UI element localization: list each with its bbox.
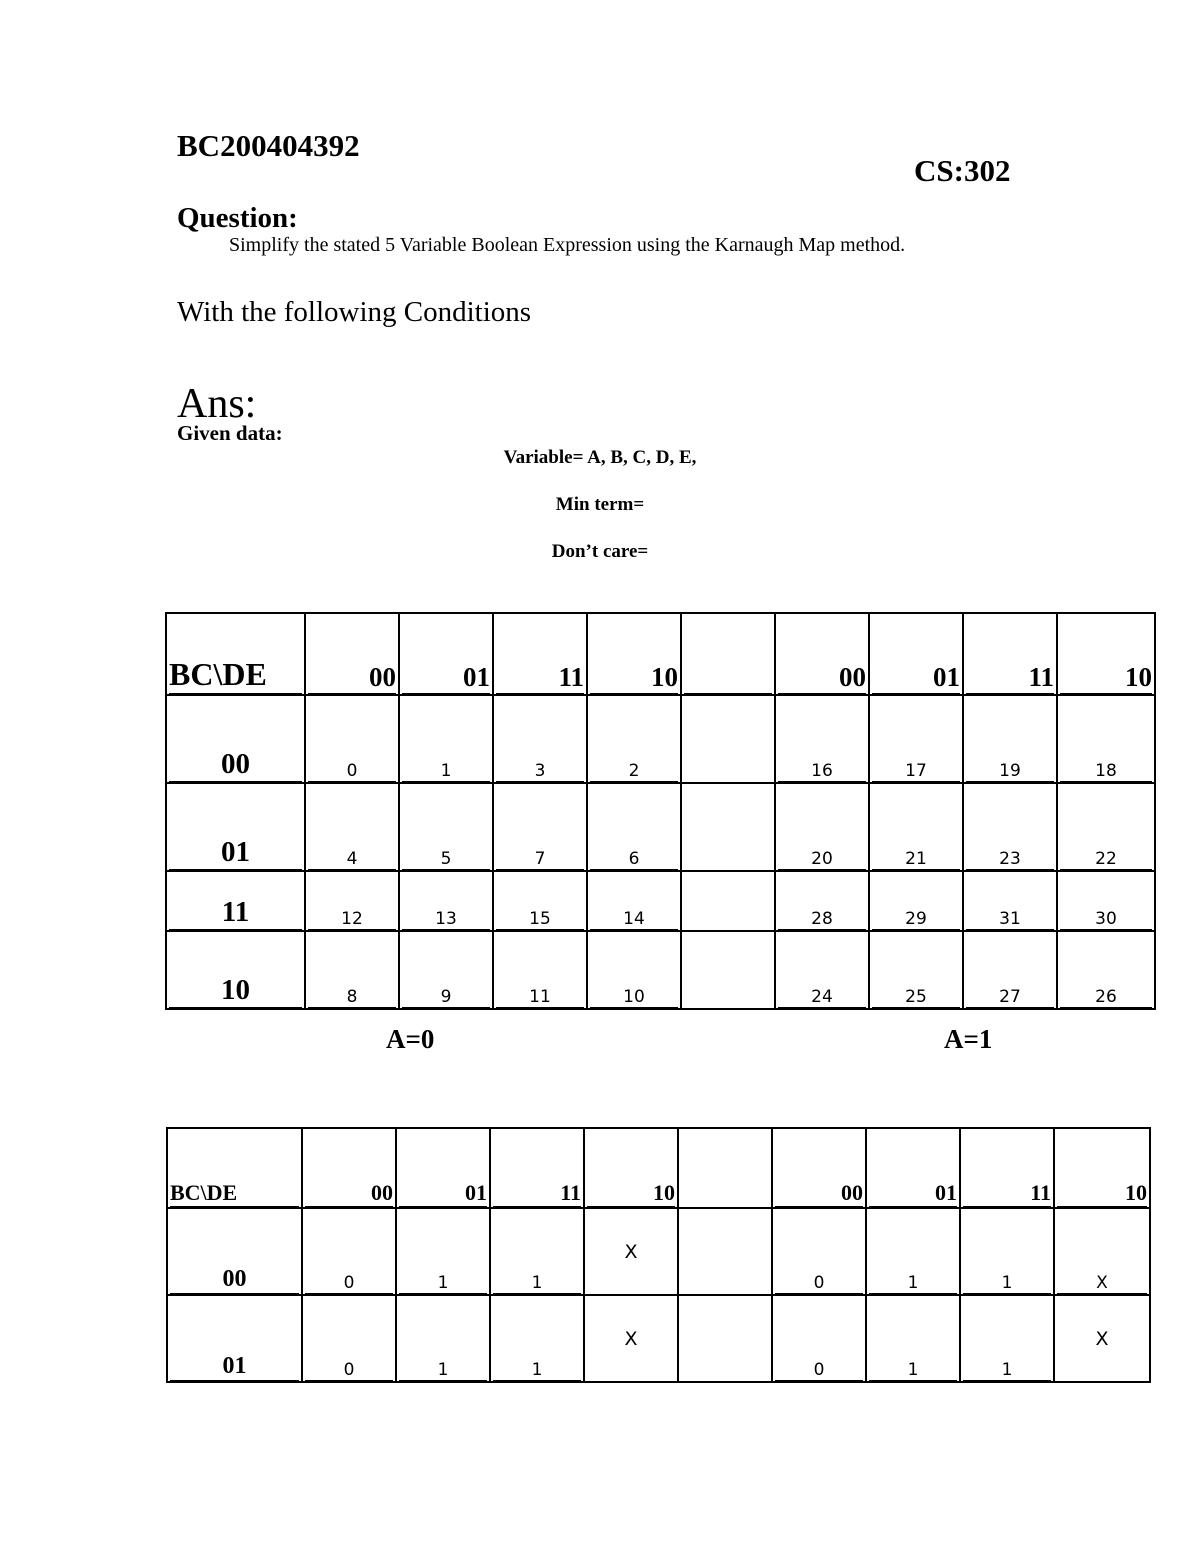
kmap-cell-dont-care: X (1054, 1208, 1150, 1295)
kmap-cell: 9 (399, 931, 493, 1009)
kmap-cell: 1 (490, 1295, 584, 1382)
conditions-line: With the following Conditions (177, 296, 532, 328)
kmap-cell: 1 (866, 1208, 960, 1295)
column-label: 01 (396, 1128, 490, 1208)
kmap-values-table (166, 1127, 1151, 1383)
kmap-row (166, 871, 1155, 931)
student-id: BC200404392 (177, 128, 360, 163)
row-label: 00 (166, 695, 305, 783)
kmap-cell: 18 (1057, 695, 1155, 783)
variables-line: Variable= A, B, C, D, E, (503, 447, 697, 468)
kmap-corner-label: BC\DE (166, 613, 305, 695)
kmap-cell: 5 (399, 783, 493, 871)
kmap-header-row (166, 613, 1155, 695)
course-code: CS:302 (914, 153, 1011, 188)
spacer-cell (681, 695, 775, 783)
kmap-cell: 6 (587, 783, 681, 871)
kmap-cell: 22 (1057, 783, 1155, 871)
column-label: 01 (399, 613, 493, 695)
kmap-row (166, 931, 1155, 1009)
kmap-cell: 25 (869, 931, 963, 1009)
question-text: Simplify the stated 5 Variable Boolean Expression using the Karnaugh Map method. (229, 234, 906, 256)
kmap-row (167, 1208, 1150, 1295)
kmap-cell: 1 (399, 695, 493, 783)
column-label: 10 (1054, 1128, 1150, 1208)
kmap-cell: 29 (869, 871, 963, 931)
kmap-cell: 4 (305, 783, 399, 871)
kmap-cell: 3 (493, 695, 587, 783)
answer-heading: Ans: (177, 381, 257, 427)
kmap-cell-dont-care: X (584, 1295, 678, 1382)
given-data-heading: Given data: (177, 421, 283, 445)
dont-care-line: Don’t care= (551, 541, 649, 562)
kmap-row (166, 695, 1155, 783)
kmap-cell: 7 (493, 783, 587, 871)
spacer-cell (681, 783, 775, 871)
kmap-index-table (165, 612, 1156, 1010)
kmap-cell: 1 (490, 1208, 584, 1295)
column-label: 10 (584, 1128, 678, 1208)
kmap-corner-label: BC\DE (167, 1128, 302, 1208)
spacer-cell (681, 871, 775, 931)
kmap-cell: 0 (305, 695, 399, 783)
kmap-cell: 23 (963, 783, 1057, 871)
kmap-cell: 21 (869, 783, 963, 871)
kmap-cell-dont-care: X (584, 1208, 678, 1295)
row-label: 11 (166, 871, 305, 931)
kmap-cell: 1 (396, 1295, 490, 1382)
kmap-cell: 1 (866, 1295, 960, 1382)
column-label: 01 (866, 1128, 960, 1208)
row-label: 00 (167, 1208, 302, 1295)
kmap-cell: 13 (399, 871, 493, 931)
spacer-cell (678, 1128, 772, 1208)
column-label: 11 (490, 1128, 584, 1208)
spacer-cell (678, 1295, 772, 1382)
question-heading: Question: (177, 202, 298, 234)
row-label: 01 (167, 1295, 302, 1382)
kmap-cell: 1 (396, 1208, 490, 1295)
row-label: 01 (166, 783, 305, 871)
kmap-cell: 16 (775, 695, 869, 783)
kmap-cell: 28 (775, 871, 869, 931)
column-label: 01 (869, 613, 963, 695)
kmap-cell: 0 (302, 1295, 396, 1382)
row-label: 10 (166, 931, 305, 1009)
kmap-cell: 2 (587, 695, 681, 783)
spacer-cell (681, 613, 775, 695)
kmap-row (167, 1295, 1150, 1382)
kmap-cell: 14 (587, 871, 681, 931)
kmap-cell: 24 (775, 931, 869, 1009)
kmap-cell: 0 (772, 1208, 866, 1295)
kmap-header-row (167, 1128, 1150, 1208)
column-label: 11 (960, 1128, 1054, 1208)
column-label: 00 (302, 1128, 396, 1208)
kmap-cell: 1 (960, 1295, 1054, 1382)
kmap-cell: 27 (963, 931, 1057, 1009)
minterms-line: Min term= (555, 494, 645, 515)
column-label: 10 (587, 613, 681, 695)
spacer-cell (678, 1208, 772, 1295)
kmap-cell: 15 (493, 871, 587, 931)
kmap-cell: 26 (1057, 931, 1155, 1009)
spacer-cell (681, 931, 775, 1009)
kmap-row (166, 783, 1155, 871)
kmap-cell: 8 (305, 931, 399, 1009)
column-label: 00 (772, 1128, 866, 1208)
kmap-cell: 0 (772, 1295, 866, 1382)
kmap-cell: 11 (493, 931, 587, 1009)
column-label: 10 (1057, 613, 1155, 695)
kmap-cell: 0 (302, 1208, 396, 1295)
kmap-cell: 31 (963, 871, 1057, 931)
column-label: 00 (775, 613, 869, 695)
kmap-cell-dont-care: X (1054, 1295, 1150, 1382)
label-a-equals-0: A=0 (386, 1024, 435, 1054)
kmap-cell: 10 (587, 931, 681, 1009)
kmap-cell: 17 (869, 695, 963, 783)
column-label: 00 (305, 613, 399, 695)
kmap-cell: 19 (963, 695, 1057, 783)
column-label: 11 (493, 613, 587, 695)
label-a-equals-1: A=1 (944, 1024, 993, 1054)
kmap-cell: 20 (775, 783, 869, 871)
kmap-cell: 1 (960, 1208, 1054, 1295)
kmap-cell: 30 (1057, 871, 1155, 931)
column-label: 11 (963, 613, 1057, 695)
kmap-cell: 12 (305, 871, 399, 931)
